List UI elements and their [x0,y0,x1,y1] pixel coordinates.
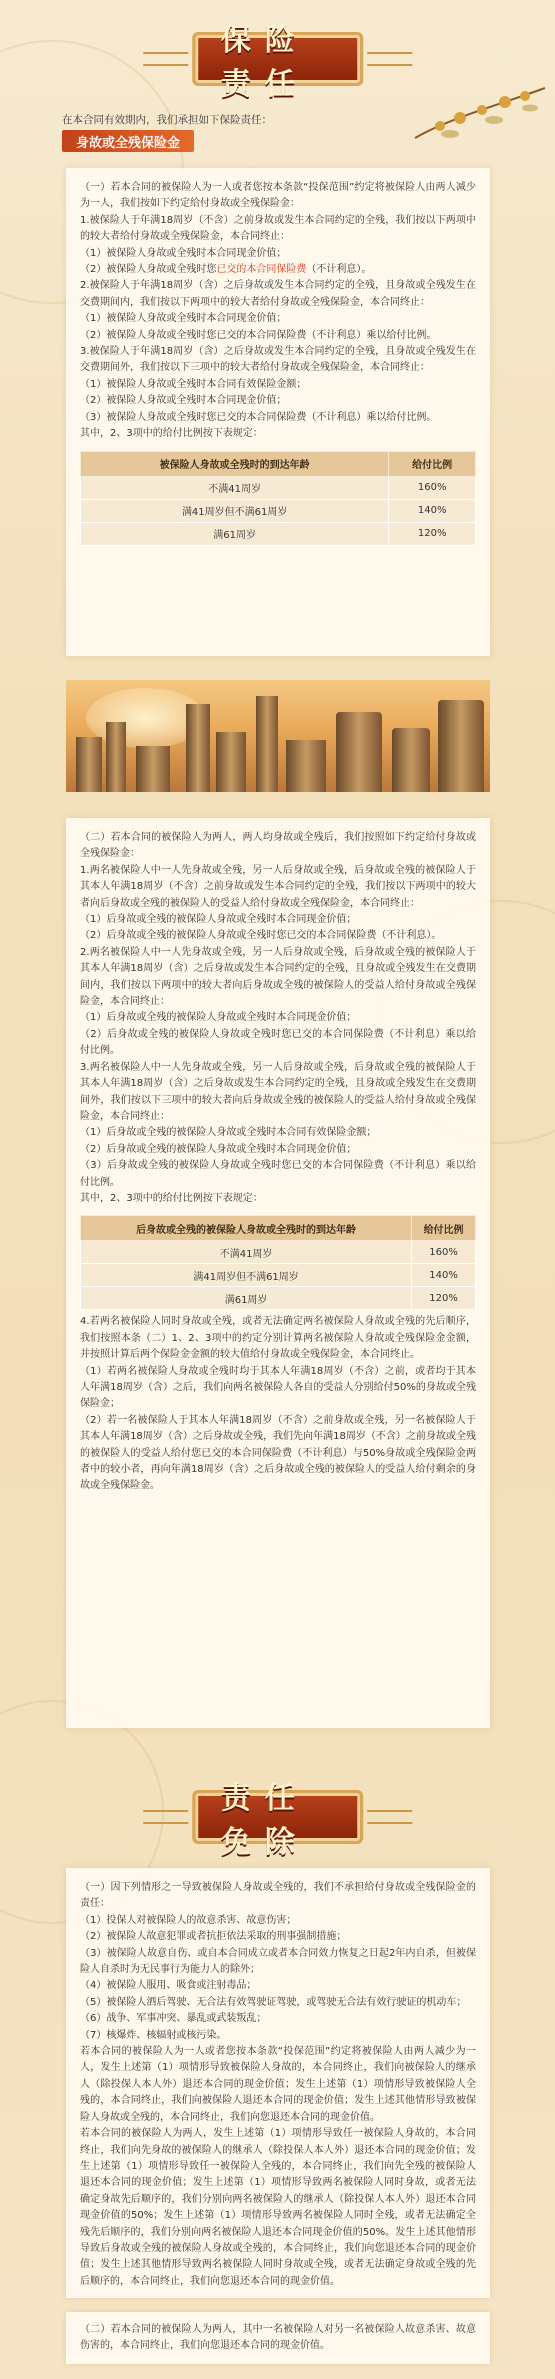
table-cell: 160% [412,1241,476,1264]
table-header: 给付比例 [412,1216,476,1241]
paragraph: （2）后身故或全残的被保险人身故或全残时本合同现金价值； [80,1143,357,1155]
building [216,732,246,792]
building [286,740,326,792]
table-cell: 120% [412,1287,476,1310]
coin-stack [392,728,430,792]
paragraph: （1）被保险人身故或全残时本合同现金价值； [80,313,287,325]
banner-ornament [143,1810,188,1824]
table-cell: 160% [389,476,476,499]
coin-stack [438,700,484,792]
paragraph: （3）后身故或全残的被保险人身故或全残时您已交的本合同保险费（不计利息）乘以给付比例。 [80,1160,476,1188]
benefit-card-two-insured [66,818,490,1728]
paragraph: （1）后身故或全残的被保险人身故或全残时本合同现金价值； [80,1012,357,1024]
table-cell: 不满41周岁 [81,476,389,499]
table-header: 后身故或全残的被保险人身故或全残时的到达年龄 [81,1216,412,1241]
banner-ornament [367,52,412,66]
table-row [81,522,476,545]
paragraph: （2）被保险人身故或全残时您已交的本合同保险费（不计利息）乘以给付比例。 [80,329,437,341]
table-cell: 满61周岁 [81,522,389,545]
table-cell: 140% [412,1264,476,1287]
banner-title: 责任免除 [220,1781,309,1860]
paragraph: 其中，2、3项中的给付比例按下表规定： [80,428,263,440]
paragraph: 3.被保险人于年满18周岁（含）之后身故或发生本合同约定的全残，且身故或全残发生在交费期间外，我们按以下三项中的较大者给付身故或全残保险金，本合同终止： [80,346,476,374]
coin-stack [336,712,382,792]
paragraph: 4.若两名被保险人同时身故或全残，或者无法确定两名被保险人身故或全残的先后顺序，我们按照本条（二）1、2、3项中的约定分别计算两名被保险人身故或全残保险金金额，并按照计算后两个保险金金额的较大值给付身故或全残保险金，本合同终止。 [80,1316,476,1361]
paragraph: 2.被保险人于年满18周岁（含）之后身故或发生本合同约定的全残，且身故或全残发生在交费期间内，我们按以下两项中的较大者给付身故或全残保险金，本合同终止： [80,280,476,308]
section-title-badge: 身故或全残保险金 [62,130,194,152]
table-row [81,1264,476,1287]
paragraph: 若本合同的被保险人为一人或者您按本条款“投保范围”约定将被保险人由两人减少为一人，发生上述第（1）项情形导致被保险人身故的，本合同终止，我们向被保险人的继承人（除投保人本人外）退还本合同的现金价值；发生上述第（1）项情形导致被保险人全残的，本合同终止，我们向被保险人退还本合同的现金价值；发生上述其他情形导致被保险人身故或全残的，本合同终止，我们向您退还本合同的现金价值。 [80,2046,476,2123]
table-cell: 140% [389,499,476,522]
table-row [81,499,476,522]
paragraph: 1.被保险人于年满18周岁（不含）之前身故或发生本合同约定的全残，我们按以下两项中的较大者给付身故或全残保险金，本合同终止： [80,214,476,243]
paragraph: （2）后身故或全残的被保险人身故或全残时您已交的本合同保险费（不计利息）。 [80,930,442,942]
paragraph: （二）若本合同的被保险人为两人，两人均身故或全残后，我们按照如下约定给付身故或全残保险金： [80,832,476,860]
table-header: 被保险人身故或全残时的到达年龄 [81,451,389,476]
exclusions-card [66,1868,490,2298]
paragraph: （一）若本合同的被保险人为一人或者您按本条款“投保范围”约定将被保险人由两人减少为一人，我们按如下约定给付身故或全残保险金： [80,182,476,210]
highlight-text: 已交的本合同保险费 [216,264,307,276]
paragraph: （2）若一名被保险人于其本人年满18周岁（不含）之前身故或全残，另一名被保险人于其本人年满18周岁（含）之后身故或全残，我们先向年满18周岁（不含）之前身故或全残的被保险人的受益人给付您已交的本合同保险费（不计利息）与50%身故或全残保险金两者中的较小者，再向年满18周岁（含）之后身故或全残的被保险人的受益人给付剩余的身故或全残保险金。 [80,1414,476,1492]
paragraph: （2）被保险人身故或全残时您已交的本合同保险费（不计利息）。 [80,264,372,276]
paragraph: （3）被保险人身故或全残时您已交的本合同保险费（不计利息）乘以给付比例。 [80,411,437,423]
table-row [81,476,476,499]
table-row [81,1241,476,1264]
table-cell: 满41周岁但不满61周岁 [81,1264,412,1287]
paragraph: 1.两名被保险人中一人先身故或全残，另一人后身故或全残，后身故或全残的被保险人于其本人年满18周岁（不含）之前身故或发生本合同约定的全残，我们按以下两项中的较大者向后身故或全残的被保险人的受益人给付身故或全残保险金，本合同终止： [80,864,476,909]
paragraph: 其中，2、3项中的给付比例按下表规定： [80,1192,263,1204]
banner-plaque [192,1781,363,1860]
table-cell: 满41周岁但不满61周岁 [81,499,389,522]
table-cell: 120% [389,522,476,545]
paragraph: （3）被保险人故意自伤、或自本合同成立或者本合同效力恢复之日起2年内自杀，但被保险人自杀时为无民事行为能力人的除外； [80,1947,476,1976]
paragraph: （4）被保险人服用、吸食或注射毒品； [80,1980,257,1992]
paragraph: （2）被保险人故意犯罪或者抗拒依法采取的刑事强制措施； [80,1931,347,1943]
section-banner-exclusions [139,1781,417,1860]
building [136,746,170,792]
banner-ornament [143,52,188,66]
paragraph: （7）核爆炸、核辐射或核污染。 [80,2029,227,2041]
table-row [81,1287,476,1310]
payout-ratio-table [80,1215,476,1310]
table-cell: 满61周岁 [81,1287,412,1310]
paragraph: （1）被保险人身故或全残时本合同有效保险金额； [80,378,307,390]
banner-ornament [367,1810,412,1824]
paragraph: （6）战争、军事冲突、暴乱或武装叛乱； [80,2013,267,2025]
paragraph: 3.两名被保险人中一人先身故或全残，另一人后身故或全残，后身故或全残的被保险人于其本人年满18周岁（含）之后身故或发生本合同约定的全残，且身故或全残发生在交费期间外，我们按以下三项中的较大者向后身故或全残的被保险人的受益人给付身故或全残保险金，本合同终止： [80,1061,476,1122]
section-banner-insurance-liability [139,23,417,102]
osmanthus-decoration-icon [410,78,550,148]
building [186,704,210,792]
paragraph: （一）因下列情形之一导致被保险人身故或全残的，我们不承担给付身故或全残保险金的责任： [80,1882,476,1910]
building [106,722,126,792]
building [76,737,102,792]
paragraph: 2.两名被保险人中一人先身故或全残，另一人后身故或全残，后身故或全残的被保险人于其本人年满18周岁（含）之后身故或发生本合同约定的全残，且身故或全残发生在交费期间内，我们按以下两项中的较大者向后身故或全残的被保险人的受益人给付身故或全残保险金，本合同终止： [80,946,476,1008]
paragraph: （1）后身故或全残的被保险人身故或全残时本合同现金价值； [80,914,357,926]
paragraph: （1）被保险人身故或全残时本合同现金价值； [80,247,287,259]
paragraph: （1）投保人对被保险人的故意杀害、故意伤害； [80,1914,297,1926]
city-skyline-image [66,680,490,792]
table-header: 给付比例 [389,451,476,476]
paragraph: （1）后身故或全残的被保险人身故或全残时本合同有效保险金额； [80,1127,377,1139]
payout-ratio-table [80,451,476,546]
building [256,696,278,792]
exclusions-card-two-insured [66,2312,490,2364]
banner-plaque [192,23,363,102]
paragraph: （5）被保险人酒后驾驶、无合法有效驾驶证驾驶，或驾驶无合法有效行驶证的机动车； [80,1996,467,2008]
benefit-card-single-insured [66,168,490,656]
intro-text: 在本合同有效期内，我们承担如下保险责任： [62,114,272,126]
paragraph: （2）被保险人身故或全残时本合同现金价值； [80,395,287,407]
paragraph: （1）若两名被保险人身故或全残时均于其本人年满18周岁（不含）之前，或者均于其本人年满18周岁（含）之后，我们向两名被保险人各自的受益人分别给付50%的身故或全残保险金； [80,1365,476,1410]
table-cell: 不满41周岁 [81,1241,412,1264]
paragraph: 若本合同的被保险人为两人，发生上述第（1）项情形导致任一被保险人身故的，本合同终止，我们向先身故的被保险人的继承人（除投保人本人外）退还本合同的现金价值；发生上述第（1）项情形导致任一被保险人全残的，本合同终止，我们向先全残的被保险人退还本合同的现金价值；发生上述第（1）项情形导致两名被保险人同时身故，或者无法确定身故先后顺序的，我们分别向两名被保险人的继承人（除投保人本人外）退还本合同现金价值的50%；发生上述第（1）项情形导致两名被保险人同时全残，或者无法确定全残先后顺序的，我们分别向两名被保险人退还本合同现金价值的50%。发生上述其他情形导致后身故或全残的被保险人身故或全残的，本合同终止，我们向您退还本合同的现金价值；发生上述其他情形导致两名被保险人同时身故或全残，或者无法确定身故或全残的先后顺序的，本合同终止，我们向您退还本合同的现金价值。 [80,2128,476,2287]
banner-title: 保险责任 [220,23,309,102]
paragraph: （2）后身故或全残的被保险人身故或全残时您已交的本合同保险费（不计利息）乘以给付比例。 [80,1028,476,1057]
paragraph: （二）若本合同的被保险人为两人，其中一名被保险人对另一名被保险人故意杀害、故意伤害的，本合同终止，我们向您退还本合同的现金价值。 [80,2324,476,2352]
